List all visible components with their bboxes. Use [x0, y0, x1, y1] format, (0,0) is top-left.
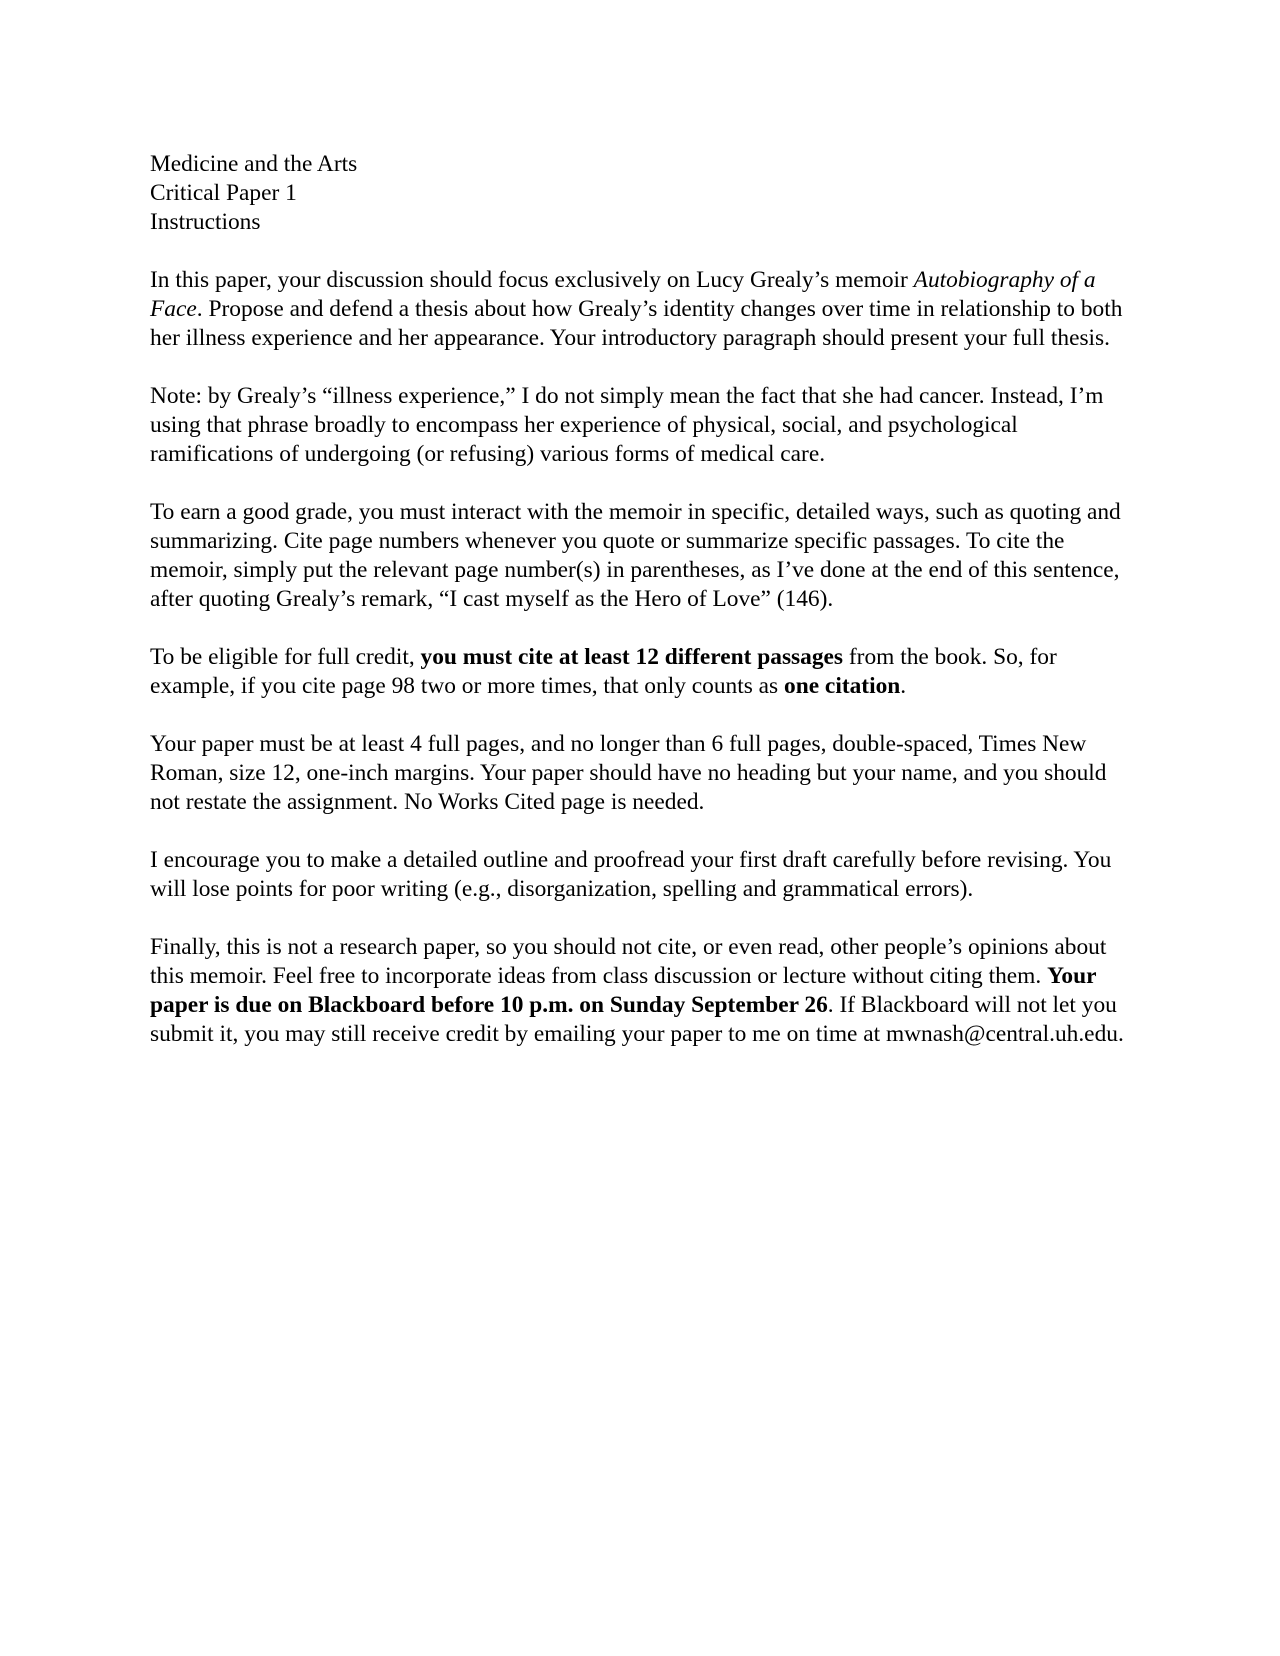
course-title: Medicine and the Arts [150, 151, 358, 177]
paragraph-proofreading: I encourage you to make a detailed outline and proofread your first draft carefully before revising. You will lose points for poor writing (e.g., disorganization, spelling and grammatical errors). [150, 847, 1112, 902]
paragraph-citation-guidance: To earn a good grade, you must interact with the memoir in specific, detailed ways, such as quoting and summarizing. Cite page numbers whenever you quote or summarize specific passages. To cite the memoir, simply put the relevant page number(s) in parentheses, as I’ve done at the end of this sentence, after quoting Grealy’s remark, “I cast myself as the Hero of Love” (146). [150, 499, 1121, 612]
paragraph-deadline [150, 933, 1135, 1049]
citation-text-end: . [900, 673, 907, 699]
document-body [150, 150, 1135, 1049]
paragraph-citation-requirement [150, 643, 1135, 701]
paragraph-illness-note: Note: by Grealy’s “illness experience,” I do not simply mean the fact that she had cancer. Instead, I’m using that phrase broadly to encompass her experience of physical, social, and psychological ramifications of undergoing (or refusing) various forms of medical care. [150, 383, 1104, 467]
thesis-text-start: In this paper, your discussion should focus exclusively on Lucy Grealy’s memoir [150, 267, 914, 293]
assignment-title: Critical Paper 1 [150, 180, 297, 206]
deadline-text-end: . If Blackboard will not let you submit it, you may still receive credit by emailing your paper to me on time at mwnash@central.uh.edu. [150, 992, 1124, 1047]
one-citation-emphasis: one citation [784, 673, 901, 699]
deadline-text-start: Finally, this is not a research paper, so you should not cite, or even read, other people’s opinions about this memoir. Feel free to incorporate ideas from class discussion or lecture without citing them. [150, 934, 1107, 989]
thesis-text-end: . Propose and defend a thesis about how Grealy’s identity changes over time in relationship to both her illness experience and her appearance. Your introductory paragraph should present your full thesis. [150, 296, 1123, 351]
citation-text-middle: from the book. So, for example, if you cite page 98 two or more times, that only counts as [150, 644, 1057, 699]
due-date-emphasis: Your paper is due on Blackboard before 10 p.m. on Sunday September 26 [150, 963, 1097, 1018]
instructions-label: Instructions [150, 209, 261, 235]
paragraph-formatting: Your paper must be at least 4 full pages, and no longer than 6 full pages, double-spaced, Times New Roman, size 12, one-inch margins. Your paper should have no heading but your name, and you should not restate the assignment. No Works Cited page is needed. [150, 731, 1107, 815]
book-title: Autobiography of a Face [150, 267, 1096, 322]
document-header [150, 150, 1135, 237]
citation-text-start: To be eligible for full credit, [150, 644, 421, 670]
paragraph-thesis [150, 266, 1135, 353]
citation-requirement-emphasis: you must cite at least 12 different passages [420, 644, 844, 670]
